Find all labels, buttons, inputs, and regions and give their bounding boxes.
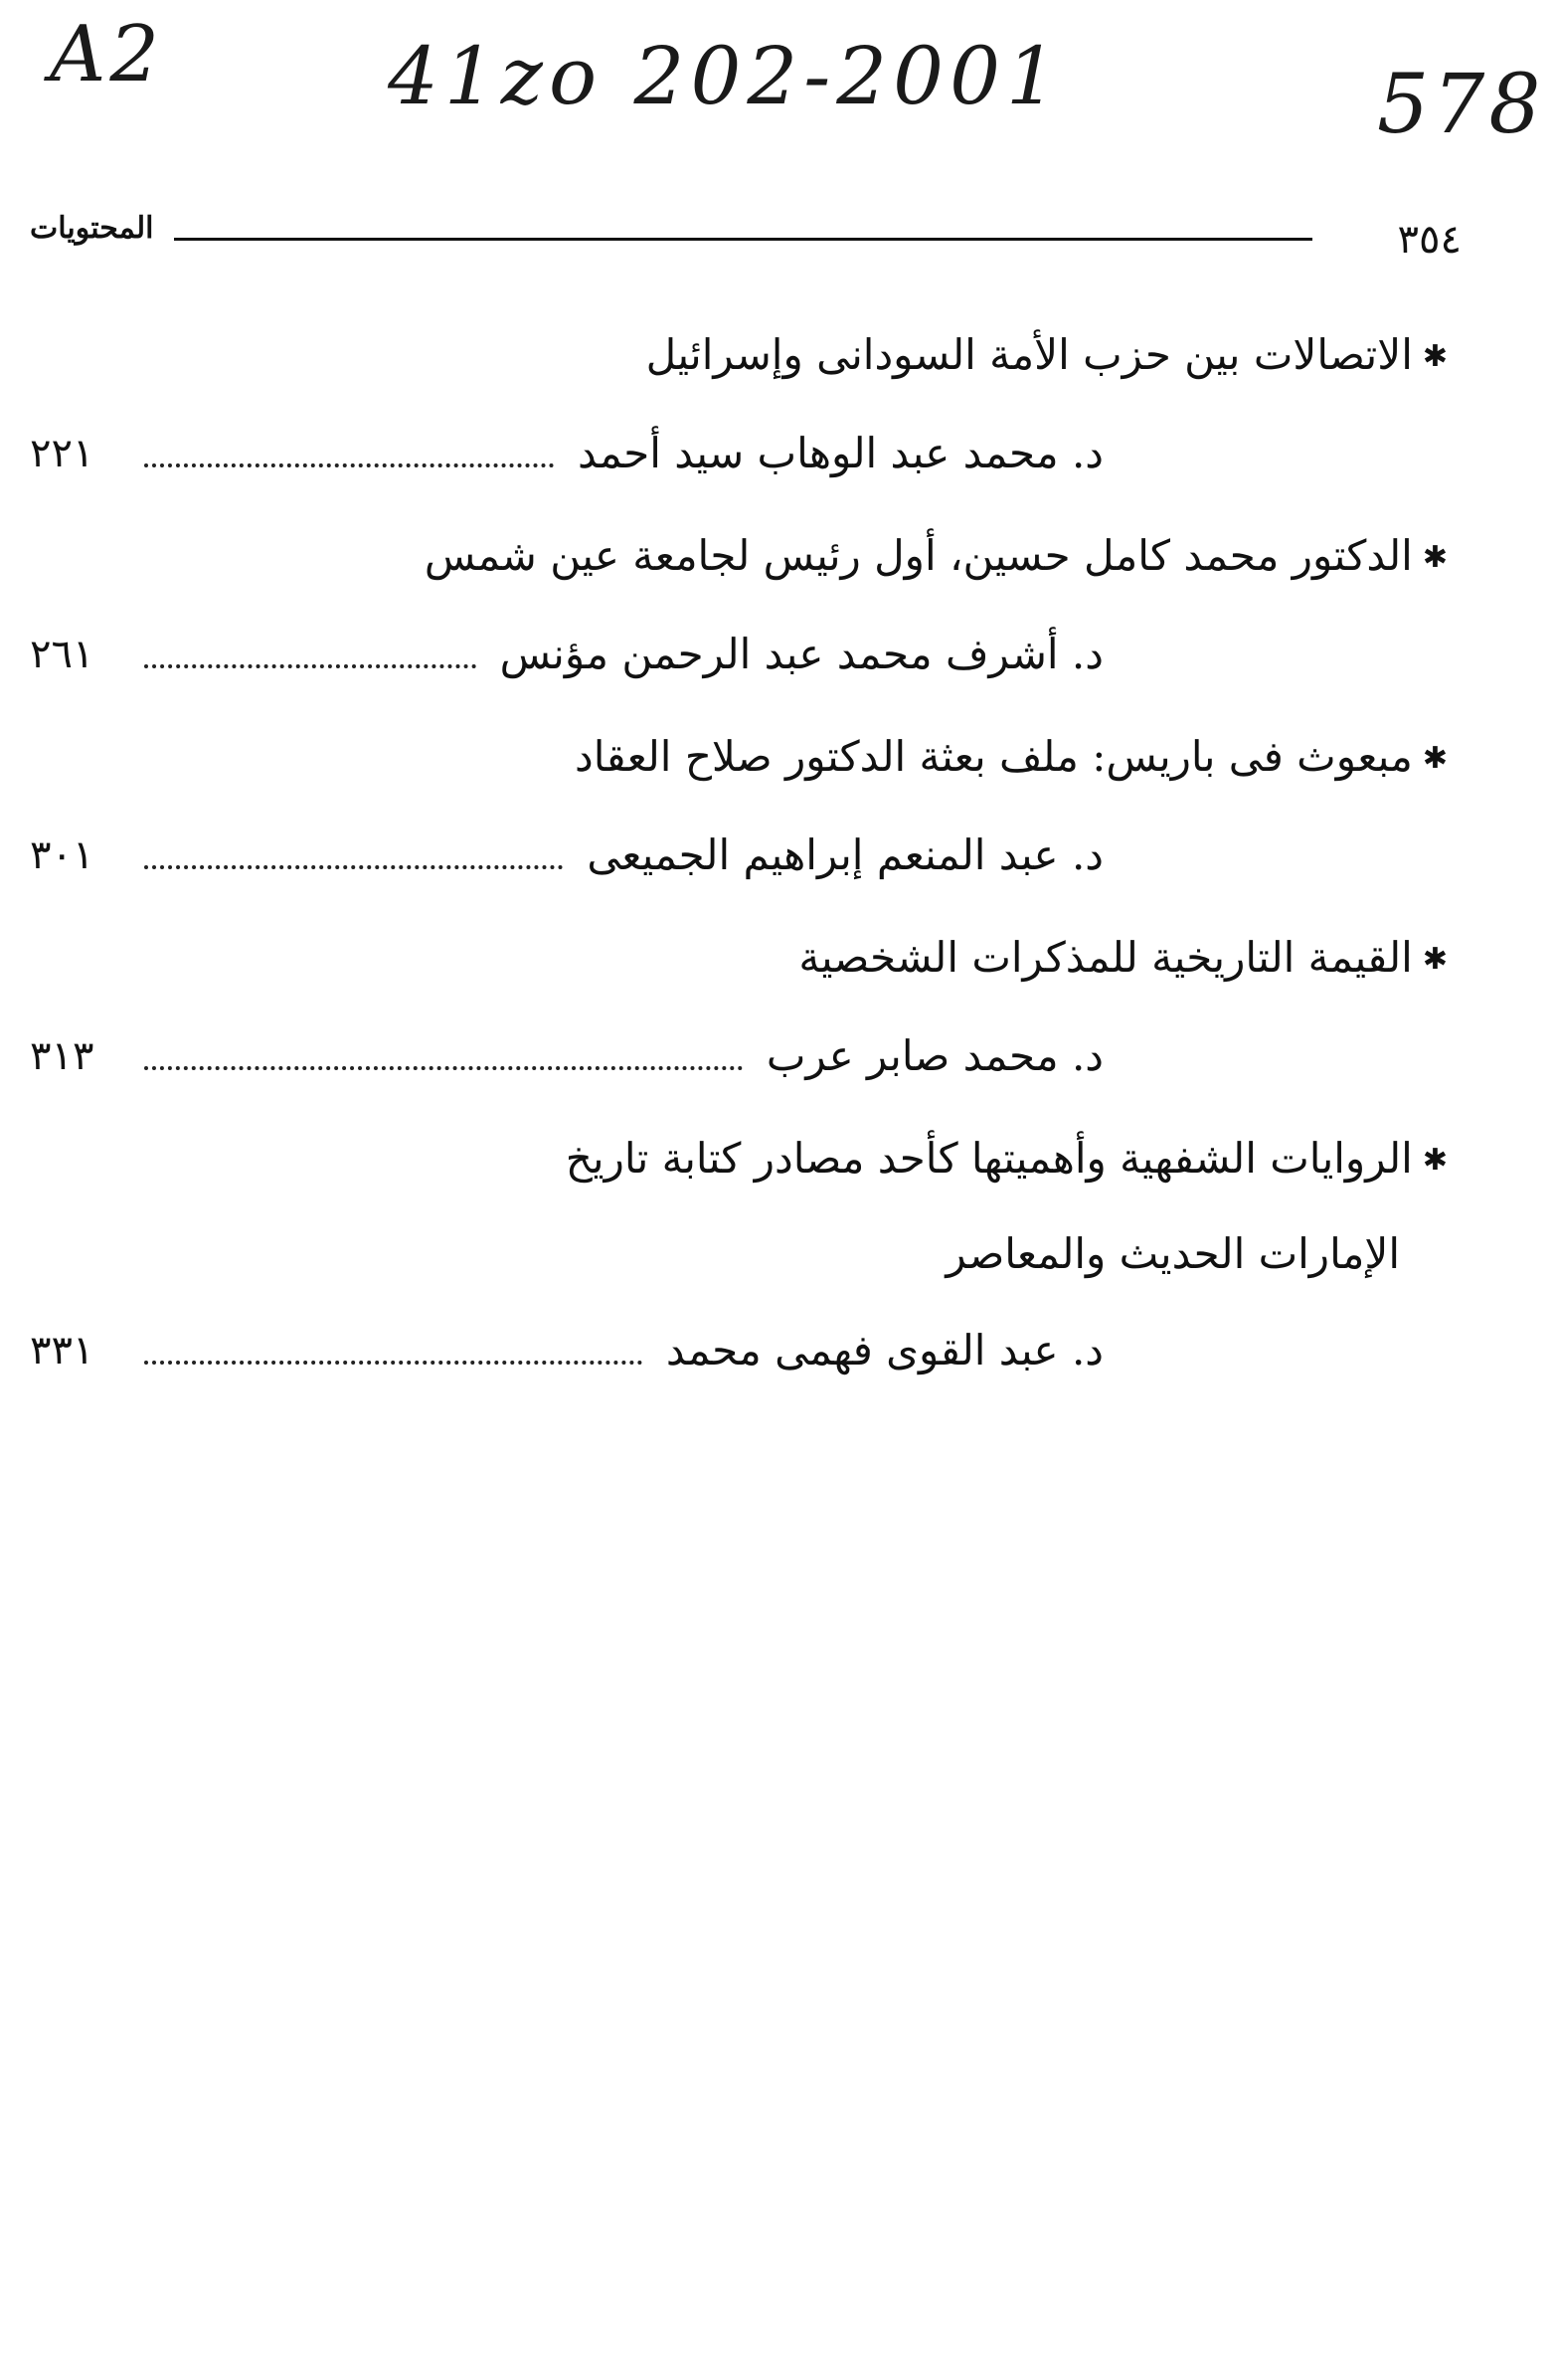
toc-entry	[30, 308, 1462, 503]
toc-entry	[30, 911, 1462, 1106]
entry-title-text: الدكتور محمد كامل حسين، أول رئيس لجامعة عين شمس	[424, 531, 1413, 580]
entry-title-text: مبعوث فى باريس: ملف بعثة الدكتور صلاح العقاد	[575, 732, 1413, 781]
toc-entry	[30, 710, 1462, 905]
asterisk-bullet-icon: ✱	[1422, 339, 1448, 374]
asterisk-bullet-icon: ✱	[1422, 741, 1448, 776]
entry-title	[30, 308, 1462, 404]
entry-title	[30, 710, 1462, 806]
handwritten-item-number: 578	[1377, 58, 1545, 152]
author-line	[30, 1007, 1462, 1106]
running-header	[30, 189, 1462, 278]
page-reference: ٣٣١	[30, 1328, 94, 1373]
handwritten-reference-number: 41zo 202-2001	[388, 30, 1063, 122]
entry-title	[30, 1112, 1462, 1207]
author-name: د. عبد المنعم إبراهيم الجميعى	[587, 830, 1104, 879]
dot-leader	[144, 1066, 743, 1070]
table-of-contents	[30, 308, 1462, 1406]
author-line	[30, 1301, 1462, 1400]
entry-title	[30, 911, 1462, 1007]
author-line	[30, 806, 1462, 905]
author-name: د. محمد عبد الوهاب سيد أحمد	[577, 429, 1104, 477]
dot-leader	[144, 463, 554, 467]
page-reference: ٢٢١	[30, 431, 94, 476]
asterisk-bullet-icon: ✱	[1422, 942, 1448, 977]
toc-entry	[30, 509, 1462, 704]
running-title: المحتويات	[30, 211, 165, 246]
entry-title-text: الاتصالات بين حزب الأمة السودانى وإسرائيل	[645, 330, 1413, 379]
toc-entry	[30, 1112, 1462, 1400]
page-number: ٣٥٤	[1388, 217, 1462, 263]
handwritten-archive-code: A2	[50, 10, 163, 99]
dot-leader	[144, 1361, 642, 1365]
entry-title-text: الروايات الشفهية وأهميتها كأحد مصادر كتابة تاريخ	[565, 1134, 1413, 1183]
author-name: د. محمد صابر عرب	[766, 1031, 1104, 1080]
dot-leader	[144, 664, 476, 668]
asterisk-bullet-icon: ✱	[1422, 1143, 1448, 1178]
page-reference: ٣١٣	[30, 1033, 94, 1079]
page-reference: ٣٠١	[30, 832, 94, 878]
entry-title-text: الإمارات الحديث والمعاصر	[946, 1229, 1400, 1278]
entry-title	[30, 509, 1462, 605]
dot-leader	[144, 865, 563, 869]
header-rule	[174, 238, 1312, 241]
author-name: د. عبد القوى فهمى محمد	[665, 1326, 1104, 1374]
author-name: د. أشرف محمد عبد الرحمن مؤنس	[499, 630, 1104, 678]
entry-title	[30, 1207, 1462, 1301]
author-line	[30, 404, 1462, 503]
author-line	[30, 605, 1462, 704]
page-reference: ٢٦١	[30, 632, 94, 677]
entry-title-text: القيمة التاريخية للمذكرات الشخصية	[798, 933, 1413, 982]
asterisk-bullet-icon: ✱	[1422, 540, 1448, 575]
